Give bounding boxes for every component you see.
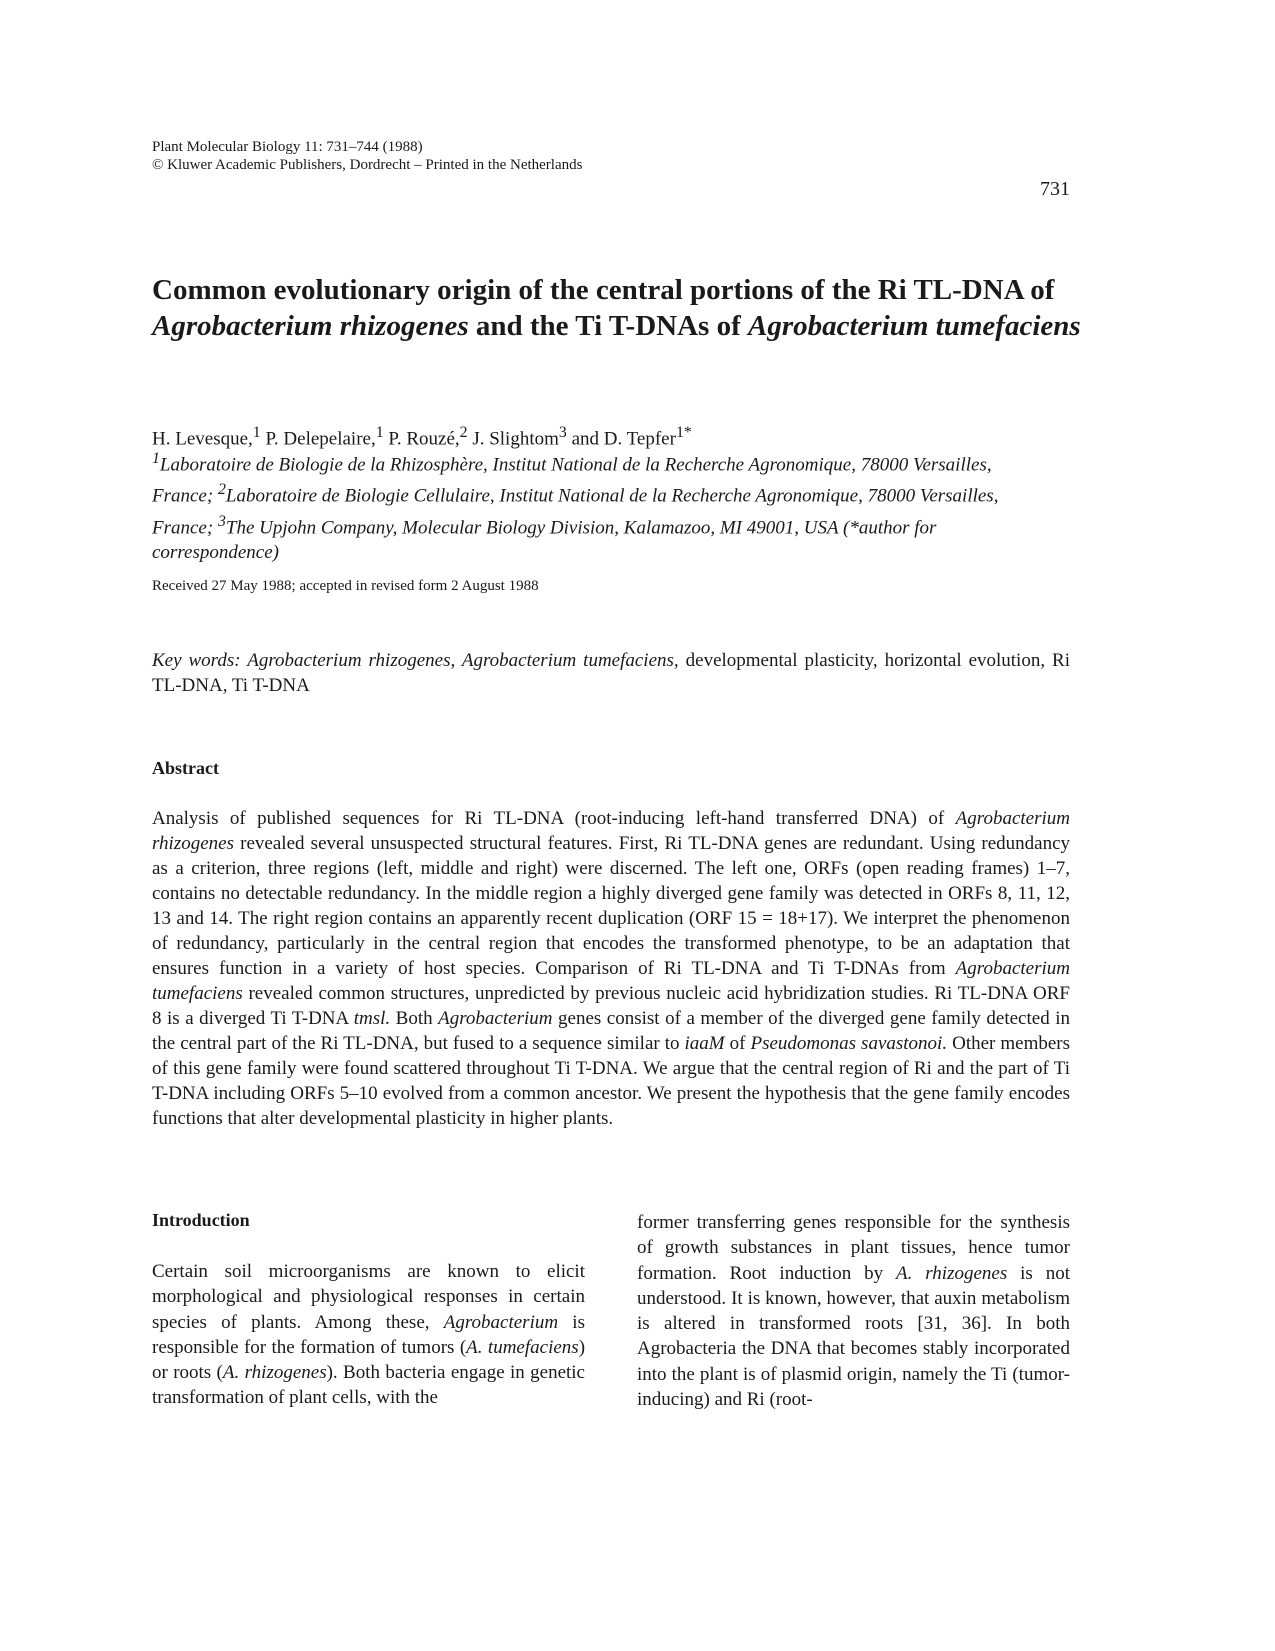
abstract-text: Analysis of published sequences for Ri TL-DNA (root-inducing left-hand transferred DNA) of [152, 808, 956, 829]
title-text-1: Common evolutionary origin of the central portions of the Ri TL-DNA of [152, 274, 1055, 306]
keywords [152, 648, 1070, 698]
intro-text: ). Both bacteria engage in genetic transformation of plant cells, with the [152, 1362, 585, 1409]
keywords-species: Agrobacterium rhizogenes, Agrobacterium tumefaciens, [240, 650, 679, 671]
author-sup: 1 [375, 424, 384, 441]
intro-italic: A. rhizogenes [222, 1362, 327, 1384]
intro-text: former transferring genes responsible for the synthesis of growth substances in plant tissues, hence tumor formation. Root induction by [637, 1212, 1070, 1284]
abstract-italic: Pseudomonas savastonoi. [750, 1033, 948, 1054]
author: P. Rouzé, [383, 428, 460, 450]
abstract-italic: iaaM [684, 1033, 725, 1054]
affil-sup: 1 [152, 450, 160, 467]
keywords-rest: developmental plasticity, horizontal evolution, Ri TL-DNA, Ti T-DNA [152, 650, 1071, 696]
journal-citation: Plant Molecular Biology 11: 731–744 (1988) [152, 139, 423, 155]
introduction-heading: Introduction [152, 1210, 250, 1230]
author-sup: 1* [675, 424, 692, 441]
title-species-1: Agrobacterium rhizogenes [152, 310, 469, 342]
received-date: Received 27 May 1988; accepted in revised form 2 August 1988 [152, 578, 539, 594]
abstract-italic: Agrobacterium [438, 1008, 553, 1029]
abstract-italic: Agrobacterium rhizogenes [152, 808, 1070, 854]
intro-text: ) or roots ( [152, 1336, 586, 1384]
abstract-text: revealed common structures, unpredicted by previous nucleic acid hybridization studies. Ri TL-DNA ORF 8 is a diverged Ti T-DNA [152, 983, 1070, 1029]
affiliation-2: Laboratoire de Biologie Cellulaire, Institut National de la Recherche Agronomique, 78000 Versailles, France; [152, 485, 999, 538]
affil-sup: 3 [217, 512, 226, 530]
running-header [152, 138, 582, 174]
author: J. Slightom [467, 428, 559, 450]
title-text-2: and the Ti T-DNAs of [468, 310, 748, 342]
article-title [152, 272, 1092, 344]
publisher-line: © Kluwer Academic Publishers, Dordrecht – Printed in the Netherlands [152, 157, 583, 173]
author: P. Delepelaire, [260, 428, 376, 450]
abstract-italic: tmsl. [353, 1008, 391, 1029]
intro-italic: A. tumefaciens [466, 1336, 579, 1358]
abstract-text: Other members of this gene family were found scattered throughout Ti T-DNA. We argue that the central region of Ri and the part of Ti T-DNA including ORFs 5–10 evolved from a common ancestor. We present the hypothesis that the gene family encodes functions that alter developmental plasticity in higher plants. [152, 1033, 1071, 1129]
abstract-heading: Abstract [152, 758, 219, 778]
abstract-text: revealed several unsuspected structural features. First, Ri TL-DNA genes are redundant. Using redundancy as a criterion, three regions (left, middle and right) were discerned. The left one, ORFs (open reading frames) 1–7, contains no detectable redundancy. In the middle region a highly diverged gene family was detected in ORFs 8, 11, 12, 13 and 14. The right region contains an apparently recent duplication (ORF 15 = 18+17). We interpret the phenomenon of redundancy, particularly in the central region that encodes the transformed phenotype, to be an adaptation that ensures function in a variety of host species. Comparison of Ri TL-DNA and Ti T-DNAs from [152, 833, 1070, 979]
intro-text: is not understood. It is known, however, that auxin metabolism is altered in transformed roots [31, 36]. In both Agrobacteria the DNA that becomes stably incorporated into the plant is of plasmid origin, namely the Ti (tumor-inducing) and Ri (root- [637, 1262, 1071, 1411]
page-number: 731 [1040, 178, 1070, 200]
intro-italic: A. rhizogenes [896, 1262, 1008, 1284]
affiliations [152, 446, 1052, 565]
affiliation-3: The Upjohn Company, Molecular Biology Division, Kalamazoo, MI 49001, USA (*author for correspondence) [152, 516, 937, 563]
intro-right-column [637, 1210, 1070, 1412]
abstract-body [152, 806, 1070, 1131]
abstract-text: genes consist of a member of the diverged gene family detected in the central part of the Ri TL-DNA, but fused to a sequence similar to [152, 1008, 1070, 1054]
affiliation-1: Laboratoire de Biologie de la Rhizosphère, Institut National de la Recherche Agronomique, 78000 Versailles, France; [152, 454, 992, 507]
intro-text: Certain soil microorganisms are known to elicit morphological and physiological responses in certain species of plants. Among these, [152, 1261, 585, 1333]
intro-text: is responsible for the formation of tumors ( [152, 1311, 585, 1358]
abstract-text: of [724, 1033, 751, 1054]
intro-left-column [152, 1259, 585, 1411]
author-sup: 2 [459, 424, 468, 441]
author-sup: 1 [252, 424, 261, 441]
keywords-label: Key words: [152, 650, 241, 671]
author: H. Levesque, [152, 428, 253, 450]
author: and D. Tepfer [566, 428, 676, 450]
intro-italic: Agrobacterium [443, 1311, 559, 1333]
abstract-italic: Agrobacterium tumefaciens [152, 958, 1070, 1004]
abstract-text: Both [390, 1008, 439, 1029]
affil-sup: 2 [217, 481, 226, 499]
author-sup: 3 [558, 424, 567, 441]
title-species-2: Agrobacterium tumefaciens [747, 310, 1081, 342]
